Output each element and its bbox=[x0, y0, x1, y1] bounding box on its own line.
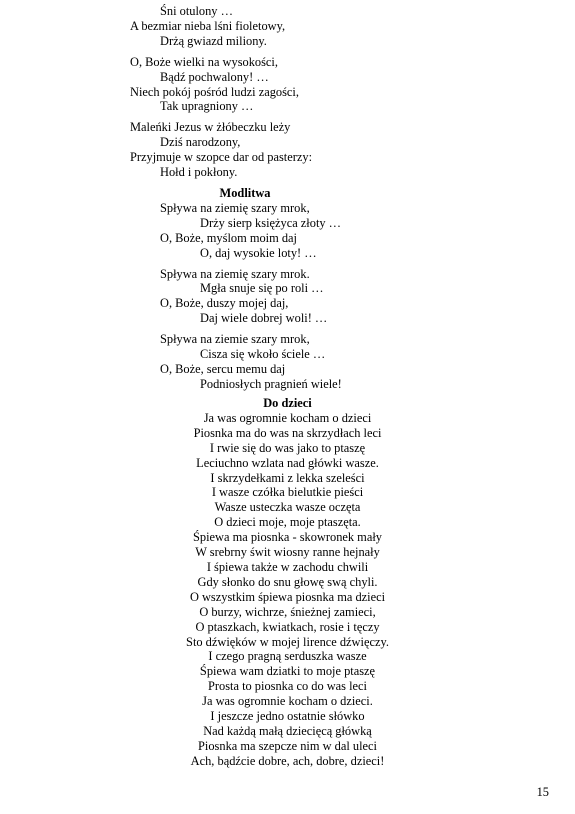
modlitwa-line: Cisza się wkoło ściele … bbox=[200, 347, 326, 362]
poem-line: Tak upragniony … bbox=[160, 99, 254, 114]
do-dzieci-line: Ach, bądźcie dobre, ach, dobre, dzieci! bbox=[190, 753, 385, 768]
poem-line: Drżą gwiazd miliony. bbox=[160, 33, 267, 48]
do-dzieci-line: I czego pragną serduszka wasze bbox=[208, 649, 367, 664]
poem-line: Hołd i pokłony. bbox=[160, 165, 238, 180]
poem-line: Niech pokój pośród ludzi zagości, bbox=[130, 84, 299, 99]
poem-line: A bezmiar nieba lśni fioletowy, bbox=[130, 18, 286, 33]
modlitwa-line: Spływa na ziemię szary mrok, bbox=[160, 200, 310, 215]
do-dzieci-line: Leciuchno wzlata nad główki wasze. bbox=[196, 455, 379, 470]
modlitwa-line: O, Boże, myślom moim daj bbox=[160, 230, 297, 245]
do-dzieci-line: O dzieci moje, moje ptaszęta. bbox=[214, 515, 361, 530]
poem-stanzas bbox=[130, 4, 430, 180]
do-dzieci-line: O burzy, wichrze, śnieżnej zamieci, bbox=[199, 604, 376, 619]
do-dzieci-line: Piosnka ma szepcze nim w dal uleci bbox=[198, 738, 377, 753]
do-dzieci-line: Nad każdą małą dziecięcą główką bbox=[203, 723, 372, 738]
poem-line: Śni otulony … bbox=[160, 4, 233, 18]
do-dzieci-line: I skrzydełkami z lekka szeleści bbox=[210, 470, 365, 485]
do-dzieci-title: Do dzieci bbox=[263, 396, 312, 410]
page-number: 15 bbox=[536, 785, 549, 799]
modlitwa-line: O, Boże, duszy mojej daj, bbox=[160, 296, 289, 311]
modlitwa-line: Daj wiele dobrej woli! … bbox=[200, 311, 328, 326]
do-dzieci-line: W srebrny świt wiosny ranne hejnały bbox=[195, 545, 380, 560]
modlitwa-line: Spływa na ziemię szary mrok. bbox=[160, 266, 310, 281]
do-dzieci-line: I rwie się do was jako to ptaszę bbox=[209, 440, 366, 455]
modlitwa-line: Spływa na ziemie szary mrok, bbox=[160, 332, 310, 347]
do-dzieci-line: Śpiewa wam dziatki to moje ptaszę bbox=[199, 664, 376, 679]
do-dzieci-line: O wszystkim śpiewa piosnka ma dzieci bbox=[189, 589, 386, 604]
modlitwa-title: Modlitwa bbox=[219, 185, 271, 200]
do-dzieci-line: Piosnka ma do was na skrzydłach leci bbox=[193, 425, 382, 440]
do-dzieci-line: Gdy słonko do snu głowę swą chyli. bbox=[197, 574, 378, 589]
poem-continuation bbox=[130, 4, 430, 392]
modlitwa-line: O, daj wysokie loty! … bbox=[200, 245, 317, 260]
do-dzieci-line: Śpiewa ma piosnka - skowronek mały bbox=[193, 530, 382, 545]
poem-line: Maleńki Jezus w żłóbeczku leży bbox=[130, 120, 291, 135]
do-dzieci-line: O ptaszkach, kwiatkach, rosie i tęczy bbox=[195, 619, 380, 634]
do-dzieci-line: Sto dźwięków w mojej lirence dźwięczy. bbox=[186, 634, 389, 649]
do-dzieci-poem bbox=[0, 396, 575, 769]
modlitwa-poem bbox=[130, 201, 430, 392]
modlitwa-line: O, Boże, sercu memu daj bbox=[160, 361, 286, 376]
do-dzieci-line: I wasze czółka bielutkie pieści bbox=[211, 485, 364, 500]
do-dzieci-line: Ja was ogromnie kocham o dzieci bbox=[203, 410, 372, 425]
do-dzieci-line: Prosta to piosnka co do was leci bbox=[208, 679, 367, 694]
do-dzieci-line: I śpiewa także w zachodu chwili bbox=[206, 559, 369, 574]
poem-line: Przyjmuje w szopce dar od pasterzy: bbox=[130, 150, 313, 165]
do-dzieci-line: Wasze usteczka wasze oczęta bbox=[214, 500, 361, 515]
modlitwa-line: Podniosłych pragnień wiele! bbox=[200, 376, 342, 391]
poem-line: O, Boże wielki na wysokości, bbox=[130, 54, 278, 69]
poem-line: Bądź pochwalony! … bbox=[160, 69, 269, 84]
do-dzieci-lines bbox=[0, 411, 575, 769]
do-dzieci-line: Ja was ogromnie kocham o dzieci. bbox=[202, 694, 373, 709]
poem-line: Dziś narodzony, bbox=[160, 135, 241, 150]
do-dzieci-line: I jeszcze jedno ostatnie słówko bbox=[210, 709, 365, 724]
modlitwa-line: Drży sierp księżyca złoty … bbox=[200, 215, 342, 230]
modlitwa-line: Mgła snuje się po roli … bbox=[200, 281, 324, 296]
